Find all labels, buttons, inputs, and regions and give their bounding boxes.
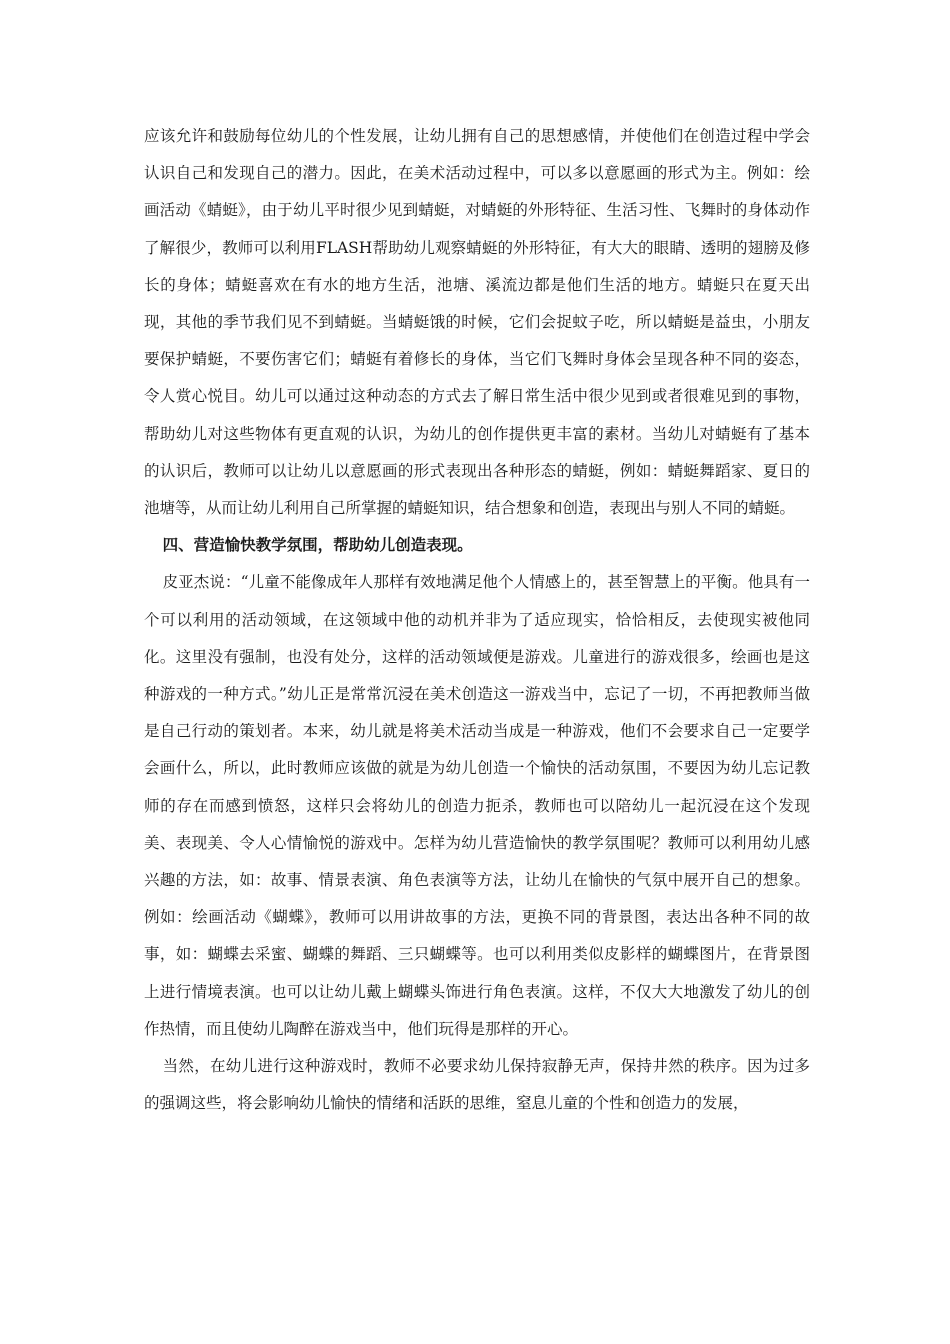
body-paragraph-3: 当然，在幼儿进行这种游戏时，教师不必要求幼儿保持寂静无声，保持井然的秩序。因为过多的强调这些，将会影响幼儿愉快的情绪和活跃的思维，窒息儿童的个性和创造力的发展， (144, 1057, 810, 1113)
body-paragraph-1: 应该允许和鼓励每位幼儿的个性发展，让幼儿拥有自己的思想感情，并使他们在创造过程中学会认识自己和发现自己的潜力。因此，在美术活动过程中，可以多以意愿画的形式为主。例如：绘画活动《蜻蜓》，由于幼儿平时很少见到蜻蜓，对蜻蜓的外形特征、生活习性、飞舞时的身体动作了解很少，教师可以利用FLASH帮助幼儿观察蜻蜓的外形特征，有大大的眼睛、透明的翅膀及修长的身体；蜻蜓喜欢在有水的地方生活，池塘、溪流边都是他们生活的地方。蜻蜓只在夏天出现，其他的季节我们见不到蜻蜓。当蜻蜓饿的时候，它们会捉蚊子吃，所以蜻蜓是益虫，小朋友要保护蜻蜓，不要伤害它们；蜻蜓有着修长的身体，当它们飞舞时身体会呈现各种不同的姿态，令人赏心悦目。幼儿可以通过这种动态的方式去了解日常生活中很少见到或者很难见到的事物，帮助幼儿对这些物体有更直观的认识，为幼儿的创作提供更丰富的素材。当幼儿对蜻蜓有了基本的认识后，教师可以让幼儿以意愿画的形式表现出各种形态的蜻蜓，例如：蜻蜓舞蹈家、夏日的池塘等，从而让幼儿利用自己所掌握的蜻蜓知识，结合想象和创造，表现出与别人不同的蜻蜓。 (144, 127, 810, 518)
section-heading-4: 四、营造愉快教学氛围，帮助幼儿创造表现。 (162, 536, 473, 555)
body-paragraph-2: 皮亚杰说：“儿童不能像成年人那样有效地满足他个人情感上的，甚至智慧上的平衡。他具有一个可以利用的活动领域，在这领域中他的动机并非为了适应现实，恰恰相反，去使现实被他同化。这里没有强制，也没有处分，这样的活动领域便是游戏。儿童进行的游戏很多，绘画也是这种游戏的一种方式。”幼儿正是常常沉浸在美术创造这一游戏当中，忘记了一切，不再把教师当做是自己行动的策划者。本来，幼儿就是将美术活动当成是一种游戏，他们不会要求自己一定要学会画什么，所以，此时教师应该做的就是为幼儿创造一个愉快的活动氛围，不要因为幼儿忘记教师的存在而感到愤怒，这样只会将幼儿的创造力扼杀，教师也可以陪幼儿一起沉浸在这个发现美、表现美、令人心情愉悦的游戏中。怎样为幼儿营造愉快的教学氛围呢？教师可以利用幼儿感兴趣的方法，如：故事、情景表演、角色表演等方法，让幼儿在愉快的气氛中展开自己的想象。例如：绘画活动《蝴蝶》，教师可以用讲故事的方法，更换不同的背景图，表达出各种不同的故事，如：蝴蝶去采蜜、蝴蝶的舞蹈、三只蝴蝶等。也可以利用类似皮影样的蝴蝶图片，在背景图上进行情境表演。也可以让幼儿戴上蝴蝶头饰进行角色表演。这样，不仅大大地激发了幼儿的创作热情，而且使幼儿陶醉在游戏当中，他们玩得是那样的开心。 (144, 573, 810, 1038)
document-page (144, 118, 810, 1122)
